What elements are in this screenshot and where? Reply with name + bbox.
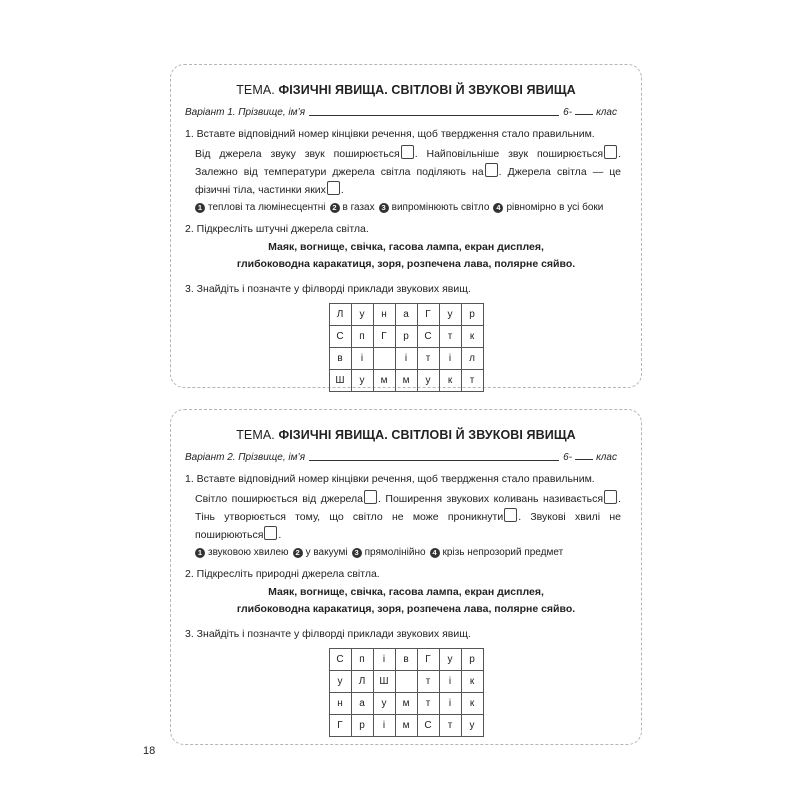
grade-input-line[interactable] [575,459,593,460]
grid-cell[interactable]: у [439,649,461,671]
grid-cell[interactable]: С [417,326,439,348]
grid-row [329,348,483,370]
grid-row [329,715,483,737]
grid-cell[interactable]: і [351,348,373,370]
grid-cell[interactable]: т [439,715,461,737]
grid-cell[interactable]: Ш [329,370,351,392]
grid-row [329,671,483,693]
grid-cell[interactable] [373,348,395,370]
page-number: 18 [143,745,156,757]
task2-words [181,239,631,273]
grid-cell[interactable]: к [461,693,483,715]
grid-cell[interactable]: і [439,348,461,370]
grid-row [329,304,483,326]
answer-box[interactable] [364,490,377,504]
task1-part: . Джерела світла — це фізичні тіла, частинки яких [195,166,621,196]
title-lead: ТЕМА. [236,428,279,442]
grid-cell[interactable]: м [395,370,417,392]
name-input-line[interactable] [309,115,559,116]
option-4 [430,547,564,558]
answer-box[interactable] [485,163,498,177]
task1-part: Світло поширюється від джерела [195,493,364,505]
number-badge-icon: 1 [195,203,205,213]
grid-cell[interactable]: С [329,649,351,671]
answer-box[interactable] [401,145,414,159]
grid-cell[interactable]: С [329,326,351,348]
option-text: прямолінійно [364,547,426,558]
grid-cell[interactable]: Г [329,715,351,737]
answer-box[interactable] [604,145,617,159]
option-4 [493,202,603,213]
option-text: звуковою хвилею [208,547,289,558]
task2-line[interactable]: Маяк, вогнище, свічка, гасова лампа, екран дисплея, [268,586,544,598]
grid-cell[interactable]: м [395,715,417,737]
grid-cell[interactable]: у [351,304,373,326]
grade-prefix: 6- [563,452,573,463]
task3-heading: 3. Знайдіть і позначте у філворді приклади звукових явищ. [185,283,471,295]
task1-text [181,490,631,544]
task1-part: . Найповільніше звук поширюється [414,148,604,160]
grid-cell[interactable]: Л [351,671,373,693]
answer-box[interactable] [604,490,617,504]
task2-words [181,584,631,618]
grid-cell[interactable]: н [329,693,351,715]
grid-cell[interactable]: Л [329,304,351,326]
option-text: рівномірно в усі боки [506,202,604,213]
variant-label: Варіант 1. Прізвище, ім’я [185,107,306,118]
grid-cell[interactable]: т [417,693,439,715]
task1-part: Від джерела звуку звук поширюється [195,148,400,160]
number-badge-icon: 2 [330,203,340,213]
grid-cell[interactable]: у [439,304,461,326]
grid-cell[interactable]: Г [417,304,439,326]
task1-text [181,145,631,199]
grid-cell[interactable]: у [351,370,373,392]
grid-row [329,326,483,348]
grid-cell[interactable]: у [329,671,351,693]
worksheet-card-variant-2 [170,409,642,745]
card-title [181,428,631,442]
answer-options [181,547,631,558]
task2-heading: 2. Підкресліть штучні джерела світла. [185,223,369,235]
grid-row [329,649,483,671]
card-content [181,65,631,392]
option-text: випромінюють світло [391,202,490,213]
grid-cell[interactable]: Г [373,326,395,348]
answer-box[interactable] [264,526,277,540]
option-2 [330,202,375,213]
grade-field [563,452,617,463]
grid-row [329,370,483,392]
option-text: у вакуумі [305,547,348,558]
grade-input-line[interactable] [575,114,593,115]
fillword-grid [329,303,484,392]
fillword-grid [329,648,484,737]
option-2 [293,547,348,558]
grid-cell[interactable]: а [351,693,373,715]
grid-cell[interactable]: в [329,348,351,370]
answer-options [181,202,631,213]
grid-cell[interactable]: р [461,304,483,326]
option-3 [352,547,426,558]
task2-heading: 2. Підкресліть природні джерела світла. [185,568,380,580]
card-content [181,410,631,737]
task1-part: . Тінь утворюється тому, що світло не може проникнути [195,493,621,523]
grid-cell[interactable]: у [373,693,395,715]
title-lead: ТЕМА. [236,83,279,97]
worksheet-card-variant-1 [170,64,642,388]
number-badge-icon: 3 [352,548,362,558]
grid-cell[interactable]: і [439,671,461,693]
grid-cell[interactable]: л [461,348,483,370]
grid-cell[interactable]: С [417,715,439,737]
grid-cell[interactable]: п [351,649,373,671]
grid-cell[interactable]: р [461,649,483,671]
grid-cell[interactable]: к [461,326,483,348]
grid-cell[interactable]: к [439,370,461,392]
task1-part: . Поширення звукових коливань називається [378,493,604,505]
grade-field [563,107,617,118]
task1-part: . [278,529,282,541]
number-badge-icon: 3 [379,203,389,213]
grade-suffix: клас [596,107,617,118]
grid-cell[interactable]: т [461,370,483,392]
grid-row [329,693,483,715]
grid-cell[interactable]: і [373,649,395,671]
task2-line[interactable]: глибоководна каракатиця, зоря, розпечена лава, полярне сяйво. [236,258,576,270]
grid-cell[interactable]: т [417,671,439,693]
option-1 [195,202,326,213]
number-badge-icon: 4 [493,203,503,213]
task1-heading: 1. Вставте відповідний номер кінцівки речення, щоб твердження стало правильним. [185,128,595,140]
grid-cell[interactable]: к [461,671,483,693]
option-text: в газах [342,202,375,213]
name-input-line[interactable] [309,460,559,461]
grid-cell[interactable]: в [395,649,417,671]
answer-box[interactable] [504,508,517,522]
grid-cell[interactable]: і [373,715,395,737]
option-1 [195,547,289,558]
grid-cell[interactable]: а [395,304,417,326]
option-3 [379,202,490,213]
number-badge-icon: 2 [293,548,303,558]
task3-heading: 3. Знайдіть і позначте у філворді приклади звукових явищ. [185,628,471,640]
grid-cell[interactable] [395,671,417,693]
variant-row [181,452,631,463]
variant-label: Варіант 2. Прізвище, ім’я [185,452,306,463]
number-badge-icon: 4 [430,548,440,558]
grid-cell[interactable]: у [417,370,439,392]
grid-cell[interactable]: Г [417,649,439,671]
variant-row [181,107,631,118]
task1-part: . [340,184,344,196]
option-text: крізь непрозорий предмет [442,547,564,558]
option-text: теплові та люмінесцентні [208,202,326,213]
grid-cell[interactable]: Ш [373,671,395,693]
title-topic: ФІЗИЧНІ ЯВИЩА. СВІТЛОВІ Й ЗВУКОВІ ЯВИЩА [278,428,576,442]
title-topic: ФІЗИЧНІ ЯВИЩА. СВІТЛОВІ Й ЗВУКОВІ ЯВИЩА [278,83,576,97]
task1-part: . Залежно від температури джерела світла поділяють на [195,148,621,178]
grid-cell[interactable]: у [461,715,483,737]
card-title [181,83,631,97]
task1-part: . Звукові хвилі не поширюються [195,511,621,541]
grid-cell[interactable]: т [417,348,439,370]
grade-suffix: клас [596,452,617,463]
grid-cell[interactable]: м [373,370,395,392]
grade-prefix: 6- [563,107,573,118]
grid-cell[interactable]: і [395,348,417,370]
task1-heading: 1. Вставте відповідний номер кінцівки речення, щоб твердження стало правильним. [185,473,595,485]
answer-box[interactable] [327,181,340,195]
number-badge-icon: 1 [195,548,205,558]
task2-line[interactable]: глибоководна каракатиця, зоря, розпечена лава, полярне сяйво. [236,603,576,615]
grid-cell[interactable]: п [351,326,373,348]
grid-cell[interactable]: і [439,693,461,715]
grid-cell[interactable]: т [439,326,461,348]
grid-cell[interactable]: н [373,304,395,326]
grid-cell[interactable]: м [395,693,417,715]
task2-line[interactable]: Маяк, вогнище, свічка, гасова лампа, екран дисплея, [268,241,544,253]
grid-cell[interactable]: р [395,326,417,348]
grid-cell[interactable]: р [351,715,373,737]
